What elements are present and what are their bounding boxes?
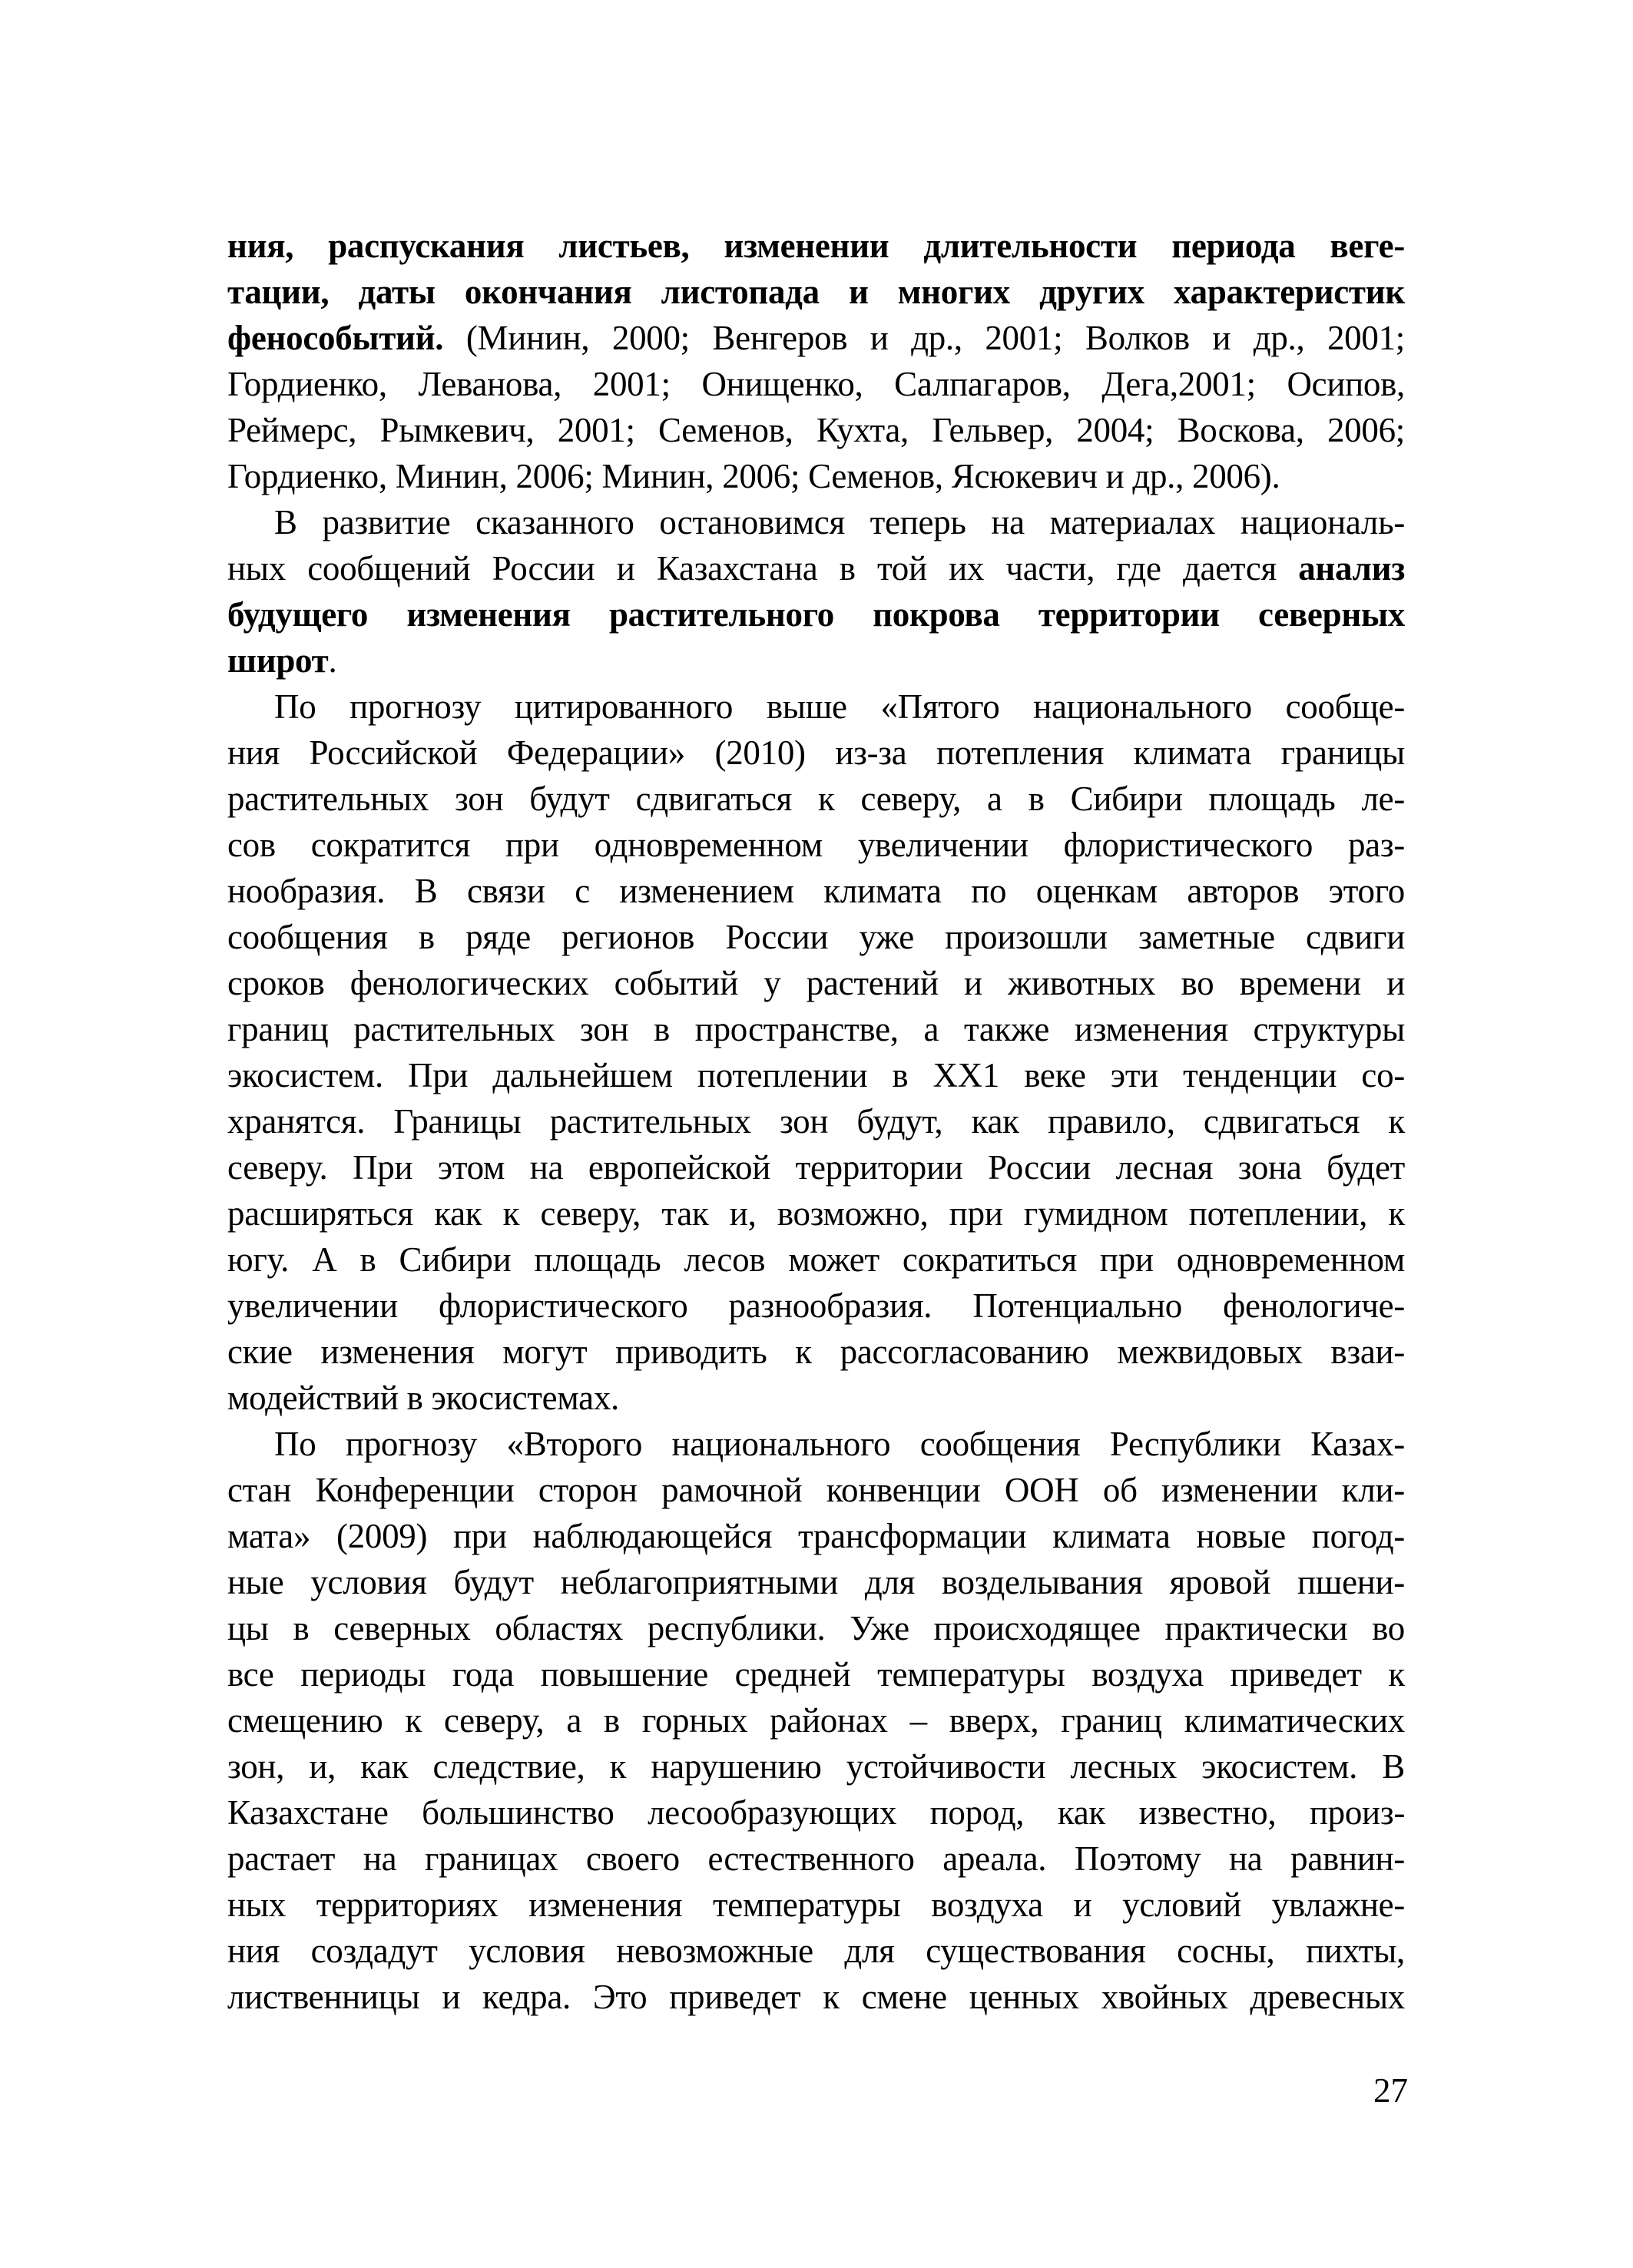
text-line bbox=[227, 914, 1405, 960]
text-line bbox=[227, 1559, 1405, 1605]
text-segment: Реймерс, Рымкевич, 2001; Семенов, Кухта, Гельвер, 2004; Воскова, 2006; bbox=[227, 411, 1405, 449]
text-line bbox=[227, 1190, 1405, 1237]
text-segment: мата» (2009) при наблюдающейся трансформации климата новые погод- bbox=[227, 1517, 1405, 1555]
text-segment: цы в северных областях республики. Уже происходящее практически во bbox=[227, 1609, 1405, 1647]
text-line bbox=[227, 223, 1405, 269]
text-line bbox=[227, 1790, 1405, 1836]
bold-text-segment: ния, распускания листьев, изменении длительности периода веге- bbox=[227, 227, 1405, 265]
text-line bbox=[227, 1697, 1405, 1743]
text-line bbox=[227, 545, 1405, 591]
text-line bbox=[227, 1329, 1405, 1375]
text-segment: ские изменения могут приводить к рассогласованию межвидовых взаи- bbox=[227, 1333, 1405, 1371]
text-line bbox=[227, 1098, 1405, 1144]
text-segment: сообщения в ряде регионов России уже произошли заметные сдвиги bbox=[227, 918, 1405, 956]
text-segment: зон, и, как следствие, к нарушению устойчивости лесных экосистем. В bbox=[227, 1747, 1405, 1786]
text-line bbox=[227, 822, 1405, 868]
text-line bbox=[227, 591, 1405, 637]
text-segment: растает на границах своего естественного ареала. Поэтому на равнин- bbox=[227, 1839, 1405, 1878]
text-line bbox=[227, 1421, 1405, 1467]
text-segment: югу. А в Сибири площадь лесов может сократиться при одновременном bbox=[227, 1240, 1405, 1279]
text-line bbox=[227, 1375, 1405, 1421]
text-line bbox=[227, 776, 1405, 822]
text-line bbox=[227, 1006, 1405, 1052]
text-line bbox=[227, 407, 1405, 453]
text-line bbox=[227, 1743, 1405, 1790]
text-segment: (Минин, 2000; Венгеров и др., 2001; Волков и др., 2001; bbox=[443, 319, 1405, 357]
text-line bbox=[227, 499, 1405, 545]
text-segment: ных территориях изменения температуры воздуха и условий увлажне- bbox=[227, 1886, 1405, 1924]
text-line bbox=[227, 1283, 1405, 1329]
text-segment: ные условия будут неблагоприятными для возделывания яровой пшени- bbox=[227, 1563, 1405, 1601]
text-segment: северу. При этом на европейской территории России лесная зона будет bbox=[227, 1148, 1405, 1187]
text-line bbox=[227, 1836, 1405, 1882]
text-segment: ния Российской Федерации» (2010) из-за потепления климата границы bbox=[227, 733, 1405, 772]
text-line bbox=[227, 453, 1405, 499]
text-line bbox=[227, 315, 1405, 361]
text-segment: По прогнозу «Второго национального сообщения Республики Казах- bbox=[274, 1425, 1405, 1463]
text-segment: хранятся. Границы растительных зон будут, как правило, сдвигаться к bbox=[227, 1102, 1405, 1141]
text-line bbox=[227, 1052, 1405, 1098]
bold-text-segment: анализ bbox=[1298, 549, 1405, 588]
text-segment: растительных зон будут сдвигаться к северу, а в Сибири площадь ле- bbox=[227, 780, 1405, 818]
text-segment: смещению к северу, а в горных районах – вверх, границ климатических bbox=[227, 1701, 1405, 1740]
text-line bbox=[227, 1651, 1405, 1697]
text-segment: все периоды года повышение средней температуры воздуха приведет к bbox=[227, 1655, 1405, 1694]
text-segment: По прогнозу цитированного выше «Пятого национального сообще- bbox=[274, 687, 1405, 726]
bold-text-segment: тации, даты окончания листопада и многих других характеристик bbox=[227, 273, 1405, 311]
text-segment: экосистем. При дальнейшем потеплении в XX1 веке эти тенденции со- bbox=[227, 1056, 1405, 1094]
text-line bbox=[227, 1928, 1405, 1974]
page-number: 27 bbox=[1373, 2071, 1408, 2110]
body-text bbox=[227, 223, 1405, 2020]
text-line bbox=[227, 637, 1405, 684]
text-segment: сроков фенологических событий у растений и животных во времени и bbox=[227, 964, 1405, 1002]
text-line bbox=[227, 1144, 1405, 1190]
text-segment: нообразия. В связи с изменением климата по оценкам авторов этого bbox=[227, 872, 1405, 910]
text-line bbox=[227, 1605, 1405, 1651]
text-segment: сов сократится при одновременном увеличении флористического раз- bbox=[227, 826, 1405, 864]
text-line bbox=[227, 1237, 1405, 1283]
text-line bbox=[227, 1467, 1405, 1513]
text-segment: Гордиенко, Минин, 2006; Минин, 2006; Семенов, Ясюкевич и др., 2006). bbox=[227, 457, 1280, 495]
text-segment: лиственницы и кедра. Это приведет к смене ценных хвойных древесных bbox=[227, 1978, 1405, 2016]
text-segment: ных сообщений России и Казахстана в той их части, где дается bbox=[227, 549, 1299, 588]
text-line bbox=[227, 1974, 1405, 2020]
text-segment: увеличении флористического разнообразия. Потенциально фенологиче- bbox=[227, 1286, 1405, 1325]
text-segment: ния создадут условия невозможные для существования сосны, пихты, bbox=[227, 1932, 1405, 1970]
text-segment: Гордиенко, Леванова, 2001; Онищенко, Салпагаров, Дега,2001; Осипов, bbox=[227, 365, 1405, 403]
text-segment: В развитие сказанного остановимся теперь на материалах националь- bbox=[274, 503, 1405, 541]
text-segment: стан Конференции сторон рамочной конвенции ООН об изменении кли- bbox=[227, 1471, 1405, 1509]
text-line bbox=[227, 684, 1405, 730]
text-line bbox=[227, 730, 1405, 776]
text-line bbox=[227, 960, 1405, 1006]
text-line bbox=[227, 269, 1405, 315]
text-line bbox=[227, 1882, 1405, 1928]
text-line bbox=[227, 868, 1405, 914]
text-line bbox=[227, 361, 1405, 407]
bold-text-segment: будущего изменения растительного покрова территории северных bbox=[227, 595, 1405, 634]
text-segment: модействий в экосистемах. bbox=[227, 1379, 620, 1417]
text-line bbox=[227, 1513, 1405, 1559]
text-segment: границ растительных зон в пространстве, а также изменения структуры bbox=[227, 1010, 1405, 1048]
text-segment: расширяться как к северу, так и, возможно, при гумидном потеплении, к bbox=[227, 1194, 1405, 1233]
text-segment: Казахстане большинство лесообразующих пород, как известно, произ- bbox=[227, 1793, 1405, 1832]
bold-text-segment: широт bbox=[227, 641, 329, 680]
bold-text-segment: фенособытий. bbox=[227, 319, 444, 357]
text-segment: . bbox=[328, 641, 337, 680]
